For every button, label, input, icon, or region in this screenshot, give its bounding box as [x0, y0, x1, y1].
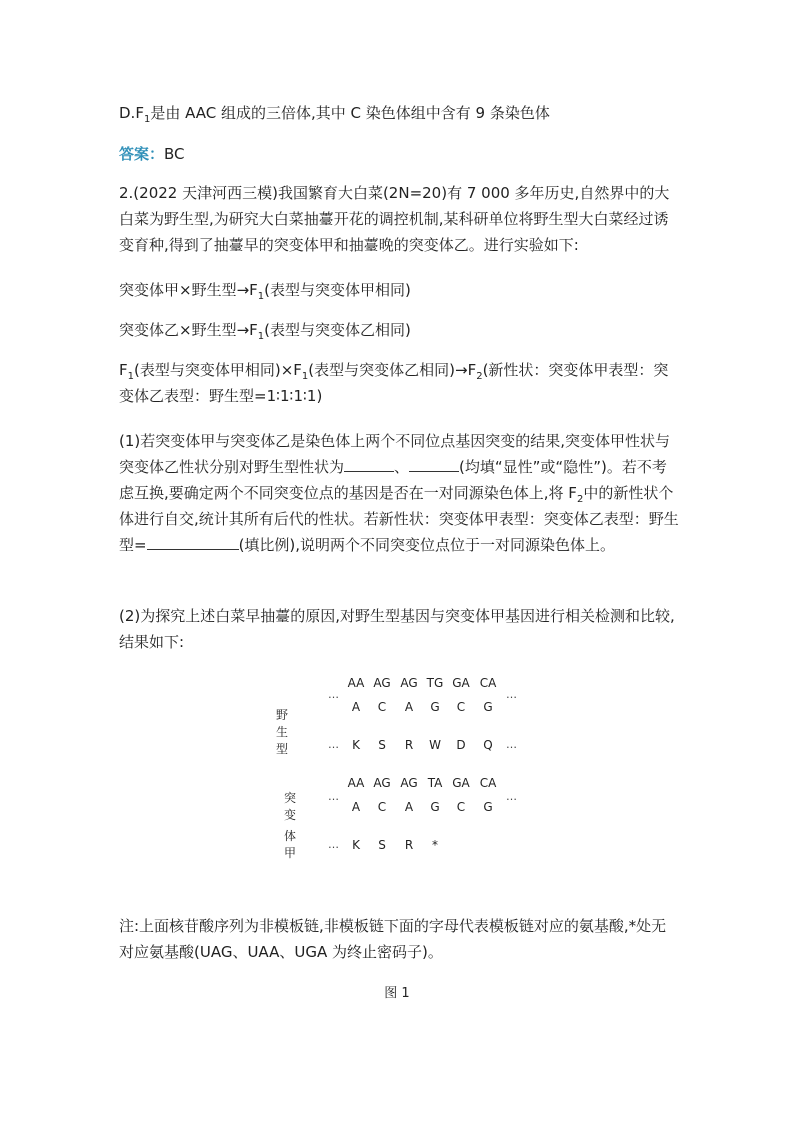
wild-template: G [483, 700, 493, 714]
mutant-amino: * [432, 838, 438, 852]
blank-2[interactable] [409, 455, 459, 472]
wild-amino: D [456, 738, 466, 752]
wild-template: A [351, 700, 361, 714]
wild-type-label: 野生型 [276, 708, 289, 756]
wild-template: A [404, 700, 414, 714]
mutant-codon: AA [347, 776, 365, 790]
answer-line [119, 141, 679, 167]
mutant-codon: AG [373, 776, 391, 790]
mutant-template: C [377, 800, 387, 814]
wild-template: G [430, 700, 440, 714]
wild-template: C [456, 700, 466, 714]
cross-3: $F_1$(表型与突变体甲相同)$\times F_1$(表型与突变体乙相同)$\to F_2$(新性状：突变体甲表型：突变体乙表型：野生型=1∶1∶1∶1) [119, 361, 669, 405]
ellipsis-3: … [328, 738, 339, 751]
mutant-codon: CA [479, 776, 497, 790]
mutant-codon: AG [400, 776, 418, 790]
figure-note: 注:上面核苷酸序列为非模板链,非模板链下面的字母代表模板链对应的氨基酸,*处无对应氨基酸(UAG、UAA、UGA 为终止密码子)。 [119, 917, 667, 961]
ellipsis-7: … [328, 838, 339, 851]
ellipsis-5: … [328, 790, 339, 803]
wild-amino: R [404, 738, 414, 752]
wild-codon: AA [347, 676, 365, 690]
cross-1: 突变体甲×野生型$\to F_1$(表型与突变体甲相同) [119, 281, 411, 302]
wild-template: C [377, 700, 387, 714]
mutant-label-2: 体甲 [284, 829, 297, 860]
mutant-codon: TA [427, 776, 443, 790]
mutant-template: A [351, 800, 361, 814]
wild-amino: W [429, 738, 441, 752]
mutant-template: A [404, 800, 414, 814]
mutant-amino: K [352, 838, 360, 852]
ellipsis-1: … [328, 688, 339, 701]
mutant-codon: GA [452, 776, 470, 790]
wild-amino: Q [483, 738, 493, 752]
option-d: $D.F_1$是由 AAC 组成的三倍体,其中 C 染色体组中含有 9 条染色体 [119, 104, 550, 125]
wild-codon: GA [452, 676, 470, 690]
blank-1[interactable] [344, 455, 394, 472]
wild-codon: CA [479, 676, 497, 690]
blank-3[interactable] [147, 533, 239, 550]
wild-amino: S [378, 738, 386, 752]
mutant-template: C [456, 800, 466, 814]
ellipsis-6: … [506, 790, 517, 803]
wild-codon: TG [426, 676, 444, 690]
wild-amino: K [352, 738, 360, 752]
mutant-amino: S [378, 838, 386, 852]
mutant-amino: R [404, 838, 414, 852]
answer-value: BC [164, 145, 185, 163]
part-1: (1)若突变体甲与突变体乙是染色体上两个不同位点基因突变的结果,突变体甲性状与突变体乙性状分别对野生型性状为 、 (均填“显性”或“隐性”)。若不考虑互换,要确定两个不同突变位点的基因是否在一对同源染色体上,将 $F_2$中的新性状个体进行自交,统计其所有后代的性状。若新性状：突变体甲表型：突变体乙表型：野生型= (填比例),说明两个不同突变位点位于一对同源染色体上。 [119, 432, 679, 554]
ellipsis-2: … [506, 688, 517, 701]
mutant-template: G [430, 800, 440, 814]
ellipsis-4: … [506, 738, 517, 751]
answer-label: 答案： [119, 145, 165, 163]
question-2-intro: 2.(2022 天津河西三模)我国繁育大白菜(2N=20)有 7 000 多年历史,自然界中的大白菜为野生型,为研究大白菜抽薹开花的调控机制,某科研单位将野生型大白菜经过诱变育种,得到了抽薹早的突变体甲和抽薹晚的突变体乙。进行实验如下: [119, 184, 670, 254]
wild-codon: AG [373, 676, 391, 690]
figure-caption: 图 1 [384, 986, 410, 1001]
cross-2: 突变体乙×野生型$\to F_1$(表型与突变体乙相同) [119, 321, 411, 342]
mutant-template: G [483, 800, 493, 814]
wild-codon: AG [400, 676, 418, 690]
part-2: (2)为探究上述白菜早抽薹的原因,对野生型基因与突变体甲基因进行相关检测和比较,结果如下: [119, 607, 675, 651]
mutant-label-1: 突变 [284, 791, 297, 822]
